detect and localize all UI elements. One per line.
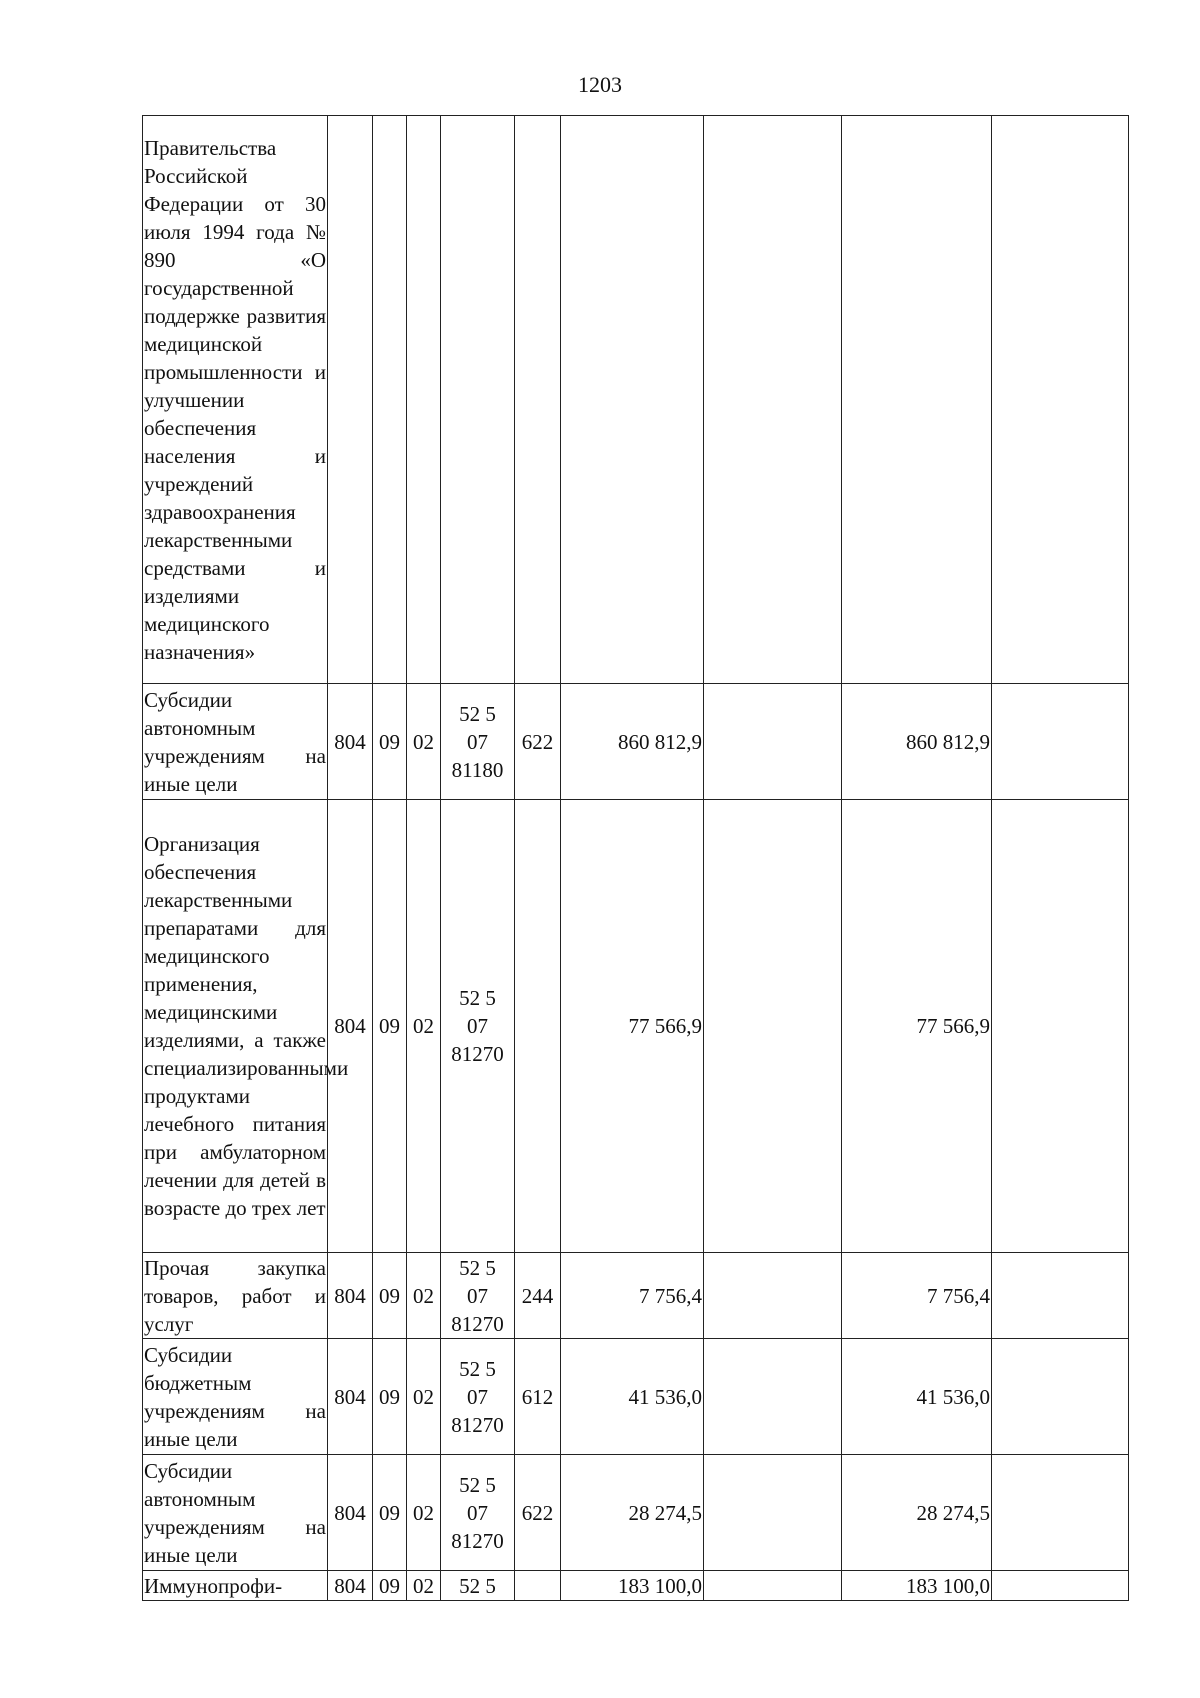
other-amount-cell	[992, 116, 1129, 684]
other-amount-cell	[992, 684, 1129, 800]
target-article-cell: 52 5 07 81270	[441, 1455, 515, 1571]
expense-type-cell	[515, 116, 561, 684]
section-code-cell: 09	[373, 1455, 407, 1571]
other-amount-cell	[992, 1455, 1129, 1571]
table-row	[143, 1571, 1129, 1601]
total-amount-cell: 77 566,9	[561, 800, 704, 1253]
ministry-code-cell	[328, 116, 373, 684]
regional-amount-cell: 77 566,9	[842, 800, 992, 1253]
federal-amount-cell	[704, 1339, 842, 1455]
federal-amount-cell	[704, 1455, 842, 1571]
ministry-code-cell: 804	[328, 1571, 373, 1601]
target-article-cell: 52 5 07 81270	[441, 800, 515, 1253]
federal-amount-cell	[704, 684, 842, 800]
total-amount-cell: 7 756,4	[561, 1253, 704, 1339]
budget-table	[142, 115, 1129, 1601]
expense-type-cell: 244	[515, 1253, 561, 1339]
row-name-cell: Организация обеспечения лекарственными препаратами для медицинского применения, медицинскими изделиями, а также специализированными продуктами лечебного питания при амбулаторном лечении для детей в возрасте до трех лет	[143, 800, 328, 1253]
ministry-code-cell: 804	[328, 684, 373, 800]
target-article-cell	[441, 116, 515, 684]
federal-amount-cell	[704, 800, 842, 1253]
row-name-cell: Прочая закупка товаров, работ и услуг	[143, 1253, 328, 1339]
total-amount-cell: 860 812,9	[561, 684, 704, 800]
row-name-cell: Субсидии бюджетным учреждениям на иные цели	[143, 1339, 328, 1455]
other-amount-cell	[992, 800, 1129, 1253]
section-code-cell: 09	[373, 1571, 407, 1601]
section-code-cell: 09	[373, 800, 407, 1253]
page-number: 1203	[578, 72, 622, 97]
regional-amount-cell: 28 274,5	[842, 1455, 992, 1571]
table-row	[143, 800, 1129, 1253]
table-row	[143, 1455, 1129, 1571]
expense-type-cell: 612	[515, 1339, 561, 1455]
subsection-code-cell: 02	[407, 1455, 441, 1571]
subsection-code-cell: 02	[407, 684, 441, 800]
section-code-cell	[373, 116, 407, 684]
target-article-cell: 52 5 07 81180	[441, 684, 515, 800]
other-amount-cell	[992, 1571, 1129, 1601]
federal-amount-cell	[704, 116, 842, 684]
subsection-code-cell: 02	[407, 1571, 441, 1601]
expense-type-cell	[515, 800, 561, 1253]
regional-amount-cell	[842, 116, 992, 684]
expense-type-cell	[515, 1571, 561, 1601]
row-name-cell: Иммунопрофи-	[143, 1571, 328, 1601]
target-article-cell: 52 5 07 81270	[441, 1339, 515, 1455]
regional-amount-cell: 860 812,9	[842, 684, 992, 800]
federal-amount-cell	[704, 1571, 842, 1601]
subsection-code-cell: 02	[407, 800, 441, 1253]
total-amount-cell: 41 536,0	[561, 1339, 704, 1455]
total-amount-cell	[561, 116, 704, 684]
regional-amount-cell: 183 100,0	[842, 1571, 992, 1601]
row-name-cell: Субсидии автономным учреждениям на иные цели	[143, 1455, 328, 1571]
subsection-code-cell: 02	[407, 1253, 441, 1339]
total-amount-cell: 183 100,0	[561, 1571, 704, 1601]
table-row	[143, 116, 1129, 684]
section-code-cell: 09	[373, 684, 407, 800]
ministry-code-cell: 804	[328, 1455, 373, 1571]
subsection-code-cell: 02	[407, 1339, 441, 1455]
regional-amount-cell: 41 536,0	[842, 1339, 992, 1455]
ministry-code-cell: 804	[328, 800, 373, 1253]
federal-amount-cell	[704, 1253, 842, 1339]
table-row	[143, 1339, 1129, 1455]
row-name-cell: Субсидии автономным учреждениям на иные цели	[143, 684, 328, 800]
row-name-cell: Правительства Российской Федерации от 30 июля 1994 года № 890 «О государственной поддержке развития медицинской промышленности и улучшении обеспечения населения и учреждений здравоохранения лекарственными средствами и изделиями медицинского назначения»	[143, 116, 328, 684]
section-code-cell: 09	[373, 1339, 407, 1455]
subsection-code-cell	[407, 116, 441, 684]
other-amount-cell	[992, 1339, 1129, 1455]
table-row	[143, 684, 1129, 800]
ministry-code-cell: 804	[328, 1253, 373, 1339]
expense-type-cell: 622	[515, 684, 561, 800]
total-amount-cell: 28 274,5	[561, 1455, 704, 1571]
other-amount-cell	[992, 1253, 1129, 1339]
ministry-code-cell: 804	[328, 1339, 373, 1455]
section-code-cell: 09	[373, 1253, 407, 1339]
table-row	[143, 1253, 1129, 1339]
target-article-cell: 52 5 07 81270	[441, 1253, 515, 1339]
regional-amount-cell: 7 756,4	[842, 1253, 992, 1339]
expense-type-cell: 622	[515, 1455, 561, 1571]
target-article-cell: 52 5	[441, 1571, 515, 1601]
